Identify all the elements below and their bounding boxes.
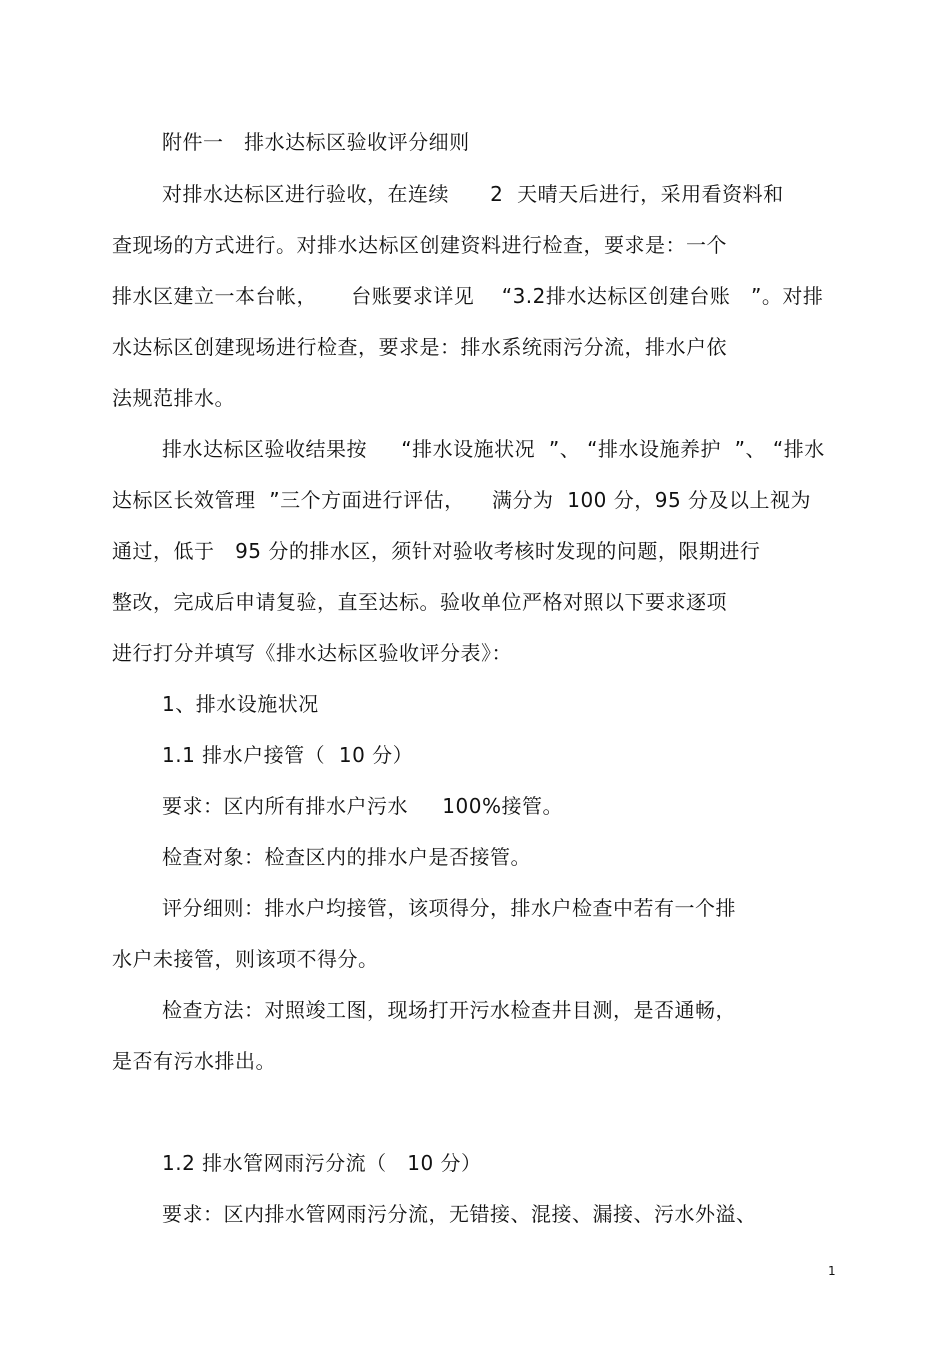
paragraph-line: 评分细则：排水户均接管，该项得分，排水户检查中若有一个排 xyxy=(162,896,736,920)
paragraph-line: 排水区建立一本台帐， 台账要求详见 “3.2排水达标区创建台账 ”。对排 xyxy=(112,284,824,308)
paragraph-line: 达标区长效管理 ”三个方面进行评估， 满分为 100 分，95 分及以上视为 xyxy=(112,488,812,512)
heading-attachment-title: 附件一 排水达标区验收评分细则 xyxy=(162,130,470,154)
paragraph-line: 整改，完成后申请复验，直至达标。验收单位严格对照以下要求逐项 xyxy=(112,590,727,614)
paragraph-line: 水达标区创建现场进行检查，要求是：排水系统雨污分流，排水户依 xyxy=(112,335,727,359)
paragraph-line: 要求：区内排水管网雨污分流，无错接、混接、漏接、污水外溢、 xyxy=(162,1202,757,1226)
page-number: 1 xyxy=(828,1264,836,1278)
section-heading: 1、排水设施状况 xyxy=(162,692,319,716)
paragraph-line: 查现场的方式进行。对排水达标区创建资料进行检查，要求是：一个 xyxy=(112,233,727,257)
subsection-heading: 1.1 排水户接管（ 10 分） xyxy=(162,743,414,767)
paragraph-line: 检查方法：对照竣工图，现场打开污水检查井目测，是否通畅， xyxy=(162,998,736,1022)
paragraph-line: 对排水达标区进行验收，在连续 2 天晴天后进行，采用看资料和 xyxy=(162,182,784,206)
subsection-heading: 1.2 排水管网雨污分流（ 10 分） xyxy=(162,1151,482,1175)
paragraph-line: 通过，低于 95 分的排水区，须针对验收考核时发现的问题，限期进行 xyxy=(112,539,761,563)
paragraph-line: 进行打分并填写《排水达标区验收评分表》： xyxy=(112,641,512,665)
paragraph-line: 排水达标区验收结果按 “排水设施状况 ”、 “排水设施养护 ”、 “排水 xyxy=(162,437,825,461)
paragraph-line: 要求：区内所有排水户污水 100%接管。 xyxy=(162,794,563,818)
paragraph-line: 是否有污水排出。 xyxy=(112,1049,276,1073)
paragraph-line: 水户未接管，则该项不得分。 xyxy=(112,947,379,971)
paragraph-line: 检查对象：检查区内的排水户是否接管。 xyxy=(162,845,531,869)
paragraph-line: 法规范排水。 xyxy=(112,386,235,410)
